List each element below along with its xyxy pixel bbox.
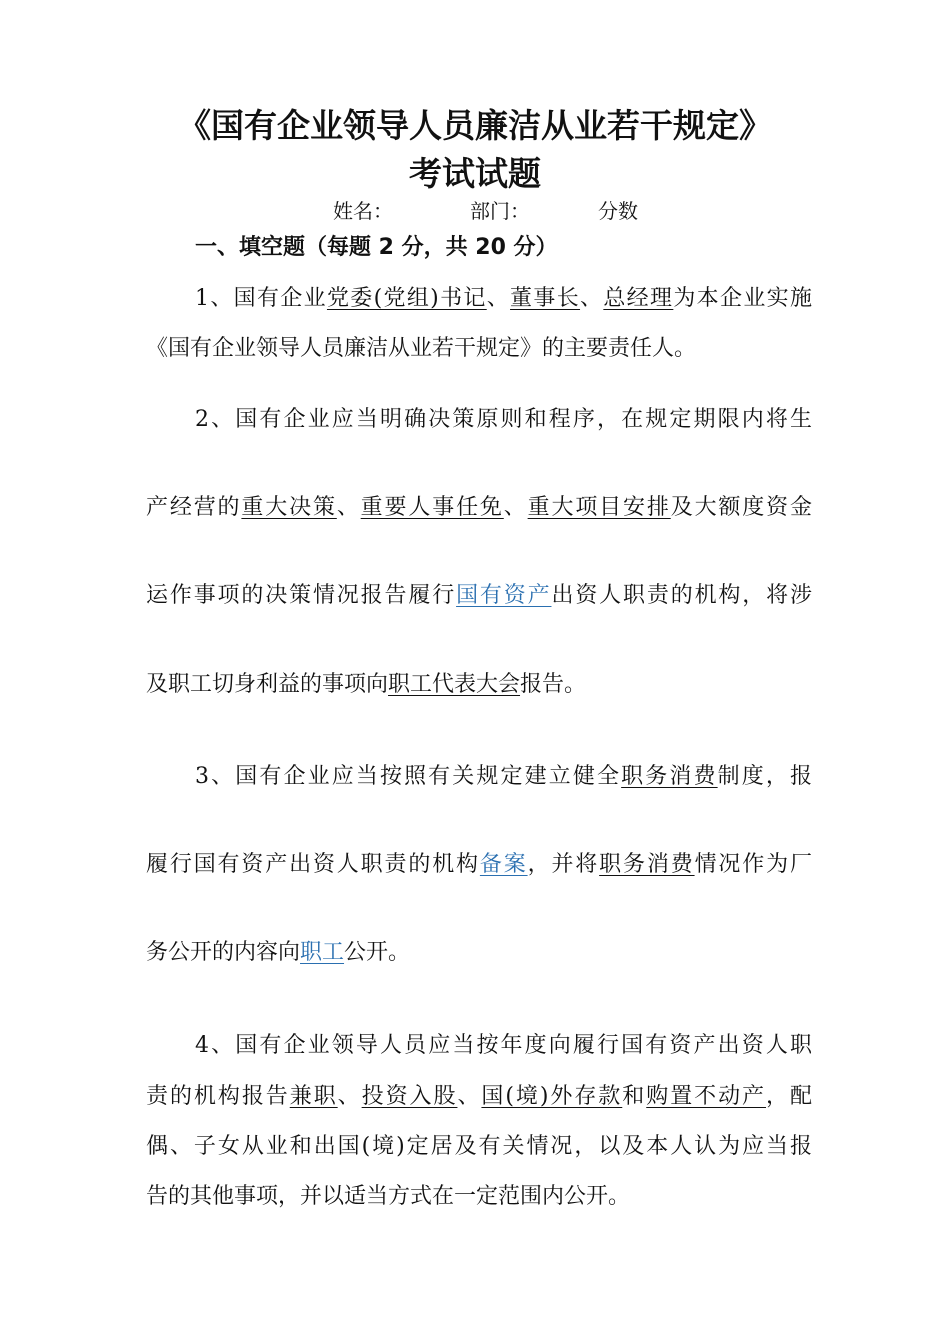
department-label: 部门： <box>470 199 530 223</box>
question-4-line-1: 4、国有企业领导人员应当按年度向履行国有资产出资人职 <box>195 1033 812 1058</box>
question-2-line-2: 产经营的重大决策、重要人事任免、重大项目安排及大额度资金 <box>146 495 812 520</box>
answer-blank: 重大项目安排 <box>527 495 671 520</box>
score-label: 分数 <box>598 199 638 223</box>
answer-blank: 总经理 <box>603 286 674 311</box>
question-4-line-2: 责的机构报告兼职、投资入股、国(境)外存款和购置不动产，配 <box>146 1084 812 1109</box>
question-2-line-1: 2、国有企业应当明确决策原则和程序，在规定期限内将生 <box>195 407 812 432</box>
answer-blank: 党委(党组)书记 <box>326 286 487 311</box>
answer-blank: 兼职 <box>289 1084 338 1109</box>
question-4-line-4: 告的其他事项，并以适当方式在一定范围内公开。 <box>146 1184 631 1209</box>
answer-blank: 重要人事任免 <box>360 495 504 520</box>
question-2-line-4: 及职工切身利益的事项向职工代表大会报告。 <box>146 672 587 697</box>
answer-blank: 职工 <box>300 940 345 965</box>
question-1-line-1: 1、国有企业党委(党组)书记、董事长、总经理为本企业实施 <box>195 286 812 311</box>
answer-blank: 职务消费 <box>599 852 695 877</box>
answer-blank: 国(境)外存款 <box>481 1084 623 1109</box>
answer-blank: 购置不动产 <box>646 1084 767 1109</box>
question-3-line-3: 务公开的内容向职工公开。 <box>146 940 411 965</box>
question-4-line-3: 偶、子女从业和出国(境)定居及有关情况，以及本人认为应当报 <box>146 1134 812 1159</box>
exam-info-row <box>0 196 950 226</box>
answer-blank: 重大决策 <box>241 495 337 520</box>
document-subtitle: 考试试题 <box>409 154 541 193</box>
document-title: 《国有企业领导人员廉洁从业若干规定》 <box>178 106 772 145</box>
section-heading-fill-in: 一、填空题（每题 2 分，共 20 分） <box>195 235 558 260</box>
answer-blank: 投资入股 <box>361 1084 458 1109</box>
answer-blank: 董事长 <box>510 286 581 311</box>
answer-blank: 备案 <box>479 852 528 877</box>
answer-blank: 国有资产 <box>456 583 552 608</box>
question-2-line-3: 运作事项的决策情况报告履行国有资产出资人职责的机构，将涉 <box>146 583 812 608</box>
answer-blank: 职工代表大会 <box>388 672 521 697</box>
answer-blank: 职务消费 <box>621 764 718 789</box>
question-3-line-2: 履行国有资产出资人职责的机构备案，并将职务消费情况作为厂 <box>146 852 812 877</box>
question-1-line-2: 《国有企业领导人员廉洁从业若干规定》的主要责任人。 <box>146 336 697 361</box>
question-3-line-1: 3、国有企业应当按照有关规定建立健全职务消费制度，报 <box>195 764 812 789</box>
name-label: 姓名： <box>333 199 393 223</box>
